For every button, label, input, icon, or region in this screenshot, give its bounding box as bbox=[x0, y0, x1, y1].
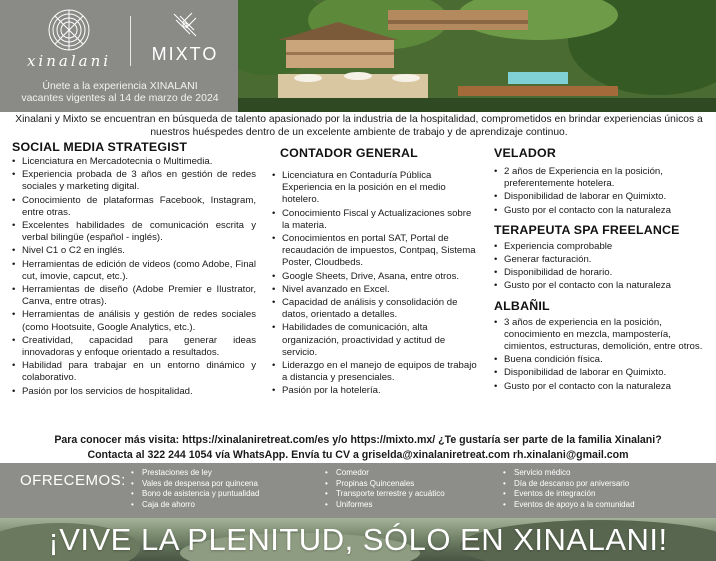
requirement-item: • Habilidades de comunicación, alta organización, proactividad y actitud de servicio. bbox=[272, 322, 478, 359]
contact-whatsapp-email[interactable]: Contacta al 322 244 1054 vía WhatsApp. Envía tu CV a griselda@xinalaniretreat.com rh.xinalani@gmail.com bbox=[87, 449, 629, 461]
requirement-item: • Conocimientos en portal SAT, Portal de recaudación de impuestos, Contpaq, Sistema Poster, Cloudbeds. bbox=[272, 233, 478, 270]
requirement-item: • Disponibilidad de laborar en Quimixto. bbox=[494, 191, 708, 203]
offers-list-3 bbox=[500, 468, 635, 510]
offer-item: • Día de descanso por aniversario bbox=[500, 479, 635, 490]
requirement-item: • Gusto por el contacto con la naturaleza bbox=[494, 381, 708, 393]
offers-band bbox=[0, 463, 716, 518]
contact-section bbox=[0, 433, 716, 463]
tagline-line-2: vacantes vigentes al 14 de marzo de 2024 bbox=[21, 92, 219, 104]
requirement-item: • Disponibilidad de horario. bbox=[494, 267, 708, 279]
job-social-media-strategist bbox=[12, 140, 256, 399]
requirements-contador bbox=[272, 170, 478, 398]
header-brand-panel bbox=[0, 0, 238, 112]
offer-item: • Comedor bbox=[322, 468, 445, 479]
requirement-item: • Licenciatura en Mercadotecnia o Multimedia. bbox=[12, 156, 256, 168]
requirements-social-media bbox=[12, 156, 256, 398]
resort-photo-illustration bbox=[238, 0, 716, 112]
requirement-item: • Liderazgo en el manejo de equipos de trabajo a distancia y presenciales. bbox=[272, 360, 478, 384]
brand-xinalani: xinalani bbox=[26, 52, 112, 70]
offer-item: • Uniformes bbox=[322, 500, 445, 511]
logo-divider bbox=[130, 16, 131, 66]
requirement-item: • Experiencia probada de 3 años en gestión de redes sociales y marketing digital. bbox=[12, 169, 256, 193]
job-title-contador: CONTADOR GENERAL bbox=[280, 146, 418, 160]
tagline-line-1: Únete a la experiencia XINALANI bbox=[42, 80, 198, 92]
contact-websites[interactable]: Para conocer más visita: https://xinalaniretreat.com/es y/o https://mixto.mx/ ¿Te gustaría ser parte de la familia Xinalani? bbox=[54, 434, 662, 446]
requirement-item: • Gusto por el contacto con la naturaleza bbox=[494, 280, 708, 292]
requirement-item: • Pasión por los servicios de hospitalidad. bbox=[12, 386, 256, 398]
requirements-velador bbox=[494, 166, 708, 217]
requirement-item: • Experiencia comprobable bbox=[494, 241, 708, 253]
offers-list-2 bbox=[322, 468, 445, 510]
job-column-3 bbox=[494, 140, 708, 394]
requirement-item: • Habilidad para trabajar en un entorno dinámico y colaborativo. bbox=[12, 360, 256, 384]
job-title-terapeuta: TERAPEUTA SPA FREELANCE bbox=[494, 222, 680, 237]
requirements-albanil bbox=[494, 317, 708, 393]
offer-item: • Transporte terrestre y acuático bbox=[322, 489, 445, 500]
requirement-item: • 3 años de experiencia en la posición, conocimiento en mezcla, mampostería, cimientos, estructuras, demolición, entre otros. bbox=[494, 317, 708, 354]
requirement-item: • Excelentes habilidades de comunicación escrita y verbal bilingüe (español - inglés). bbox=[12, 220, 256, 244]
offer-item: • Caja de ahorro bbox=[128, 500, 259, 511]
requirement-item: • Conocimiento de plataformas Facebook, Instagram, entre otras. bbox=[12, 195, 256, 219]
requirement-item: • Generar facturación. bbox=[494, 254, 708, 266]
offer-item: • Vales de despensa por quincena bbox=[128, 479, 259, 490]
header bbox=[0, 0, 716, 112]
requirement-item: • Gusto por el contacto con la naturaleza bbox=[494, 205, 708, 217]
requirement-item: • Herramientas de diseño (Adobe Premier e Ilustrator, Canva, entre otras). bbox=[12, 284, 256, 308]
brand-mixto: MIXTO bbox=[151, 44, 219, 64]
offer-item: • Bono de asistencia y puntualidad bbox=[128, 489, 259, 500]
requirement-item: • Nivel C1 o C2 en inglés. bbox=[12, 245, 256, 257]
resort-photo bbox=[238, 0, 716, 112]
offer-item: • Eventos de integración bbox=[500, 489, 635, 500]
xinalani-logo-icon bbox=[47, 8, 91, 52]
header-tagline bbox=[8, 80, 232, 104]
requirement-item: • Herramientas de análisis y gestión de redes sociales (como Hootsuite, Google Analytics, etc.). bbox=[12, 309, 256, 333]
mixto-logo-icon bbox=[170, 10, 200, 40]
job-title-velador: VELADOR bbox=[494, 146, 556, 160]
offer-item: • Servicio médico bbox=[500, 468, 635, 479]
requirement-item: • Google Sheets, Drive, Asana, entre otros. bbox=[272, 271, 478, 283]
offers-title: OFRECEMOS: bbox=[20, 472, 126, 489]
job-contador-general bbox=[272, 140, 478, 399]
footer-banner bbox=[0, 518, 716, 561]
offer-item: • Propinas Quincenales bbox=[322, 479, 445, 490]
requirement-item: • Pasión por la hotelería. bbox=[272, 385, 478, 397]
requirements-terapeuta bbox=[494, 241, 708, 293]
job-title-albanil: ALBAÑIL bbox=[494, 298, 550, 313]
footer-slogan: ¡VIVE LA PLENITUD, SÓLO EN XINALANI! bbox=[48, 522, 668, 557]
offer-item: • Eventos de apoyo a la comunidad bbox=[500, 500, 635, 511]
intro-paragraph: Xinalani y Mixto se encuentran en búsqueda de talento apasionado por la industria de la hospitalidad, comprometidos en brindar experiencias únicos a nuestros huéspedes dentro de un excelente ambiente de trabajo y de aprendizaje continuo. bbox=[15, 114, 703, 138]
offers-list-1 bbox=[128, 468, 259, 510]
requirement-item: • Nivel avanzado en Excel. bbox=[272, 284, 478, 296]
offer-item: • Prestaciones de ley bbox=[128, 468, 259, 479]
requirement-item: • Disponibilidad de laborar en Quimixto. bbox=[494, 367, 708, 379]
requirement-item: • Capacidad de análisis y consolidación de datos, orientado a detalles. bbox=[272, 297, 478, 321]
requirement-item: • 2 años de Experiencia en la posición, preferentemente hotelera. bbox=[494, 166, 708, 190]
job-title-social-media: SOCIAL MEDIA STRATEGIST bbox=[12, 140, 188, 154]
requirement-item: • Buena condición física. bbox=[494, 354, 708, 366]
requirement-item: • Licenciatura en Contaduría Pública Experiencia en la posición en el medio hotelero. bbox=[272, 170, 478, 207]
mixto-logo bbox=[140, 10, 230, 80]
requirement-item: • Herramientas de edición de videos (como Adobe, Final cut, imovie, capcut, etc.). bbox=[12, 259, 256, 283]
xinalani-logo bbox=[14, 8, 124, 80]
requirement-item: • Creatividad, capacidad para generar ideas innovadoras y enfoque orientado a resultados. bbox=[12, 335, 256, 359]
requirement-item: • Conocimiento Fiscal y Actualizaciones sobre la materia. bbox=[272, 208, 478, 232]
